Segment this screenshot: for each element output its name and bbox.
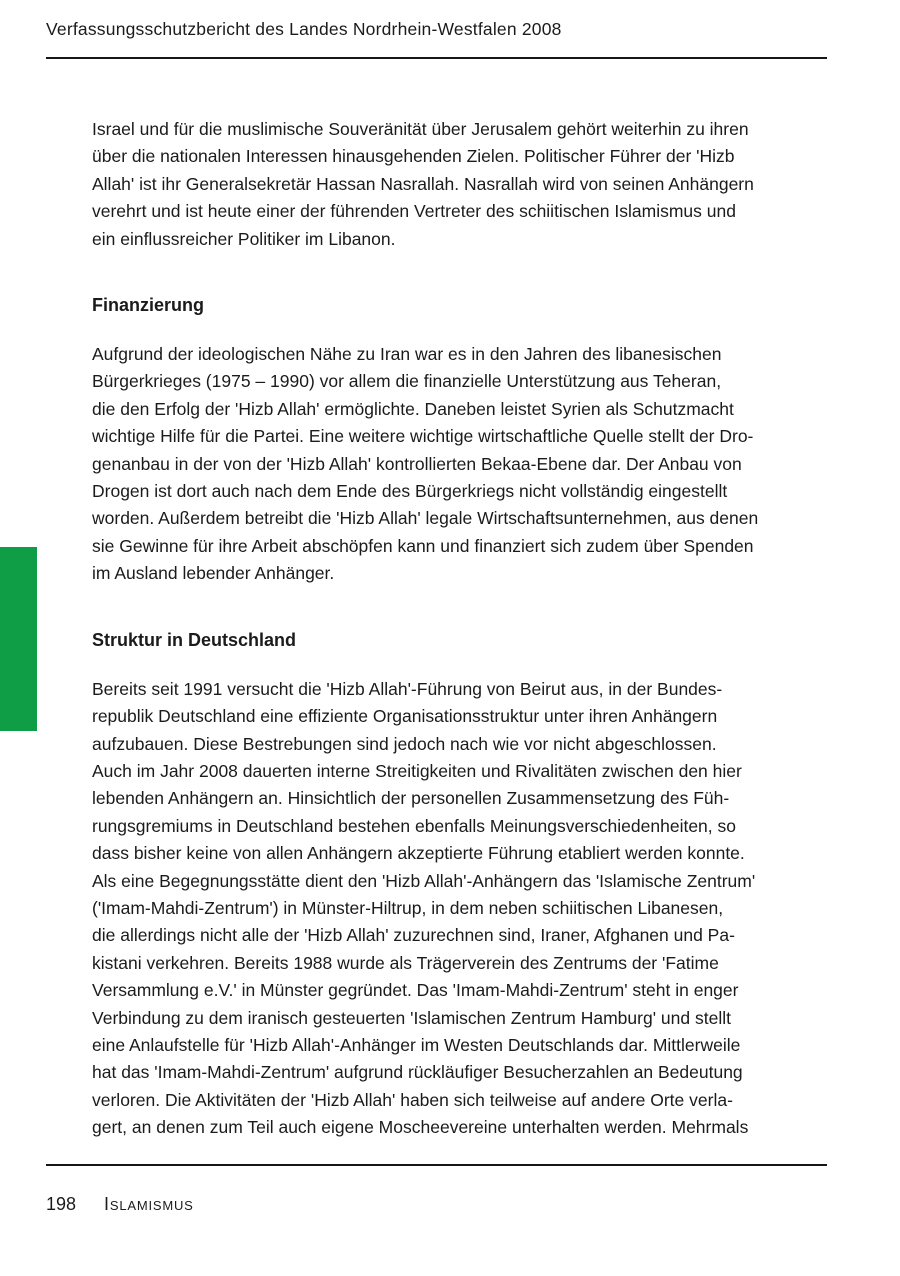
footer-rule xyxy=(46,1164,827,1166)
text-line: dass bisher keine von allen Anhängern akzeptierte Führung etabliert werden konnte. xyxy=(92,843,745,864)
text-line: gert, an denen zum Teil auch eigene Moscheevereine unterhalten werden. Mehrmals xyxy=(92,1117,749,1138)
header-rule xyxy=(46,57,827,59)
page-number: 198 xyxy=(46,1194,77,1214)
body-paragraph xyxy=(92,116,832,253)
text-line: Als eine Begegnungsstätte dient den 'Hizb Allah'-Anhängern das 'Islamische Zentrum' xyxy=(92,870,756,891)
text-line: Drogen ist dort auch nach dem Ende des Bürgerkriegs nicht vollständig eingestellt xyxy=(92,481,728,502)
text-line: Bürgerkrieges (1975 – 1990) vor allem die finanzielle Unterstützung aus Teheran, xyxy=(92,371,722,392)
text-line: Bereits seit 1991 versucht die 'Hizb Allah'-Führung von Beirut aus, in der Bundes- xyxy=(92,678,723,699)
section-heading: Struktur in Deutschland xyxy=(92,629,297,650)
text-line: Aufgrund der ideologischen Nähe zu Iran war es in den Jahren des libanesischen xyxy=(92,344,722,365)
page-content xyxy=(92,116,832,1142)
text-line: Israel und für die muslimische Souveränität über Jerusalem gehört weiterhin zu ihren xyxy=(92,119,749,139)
text-line: Allah' ist ihr Generalsekretär Hassan Nasrallah. Nasrallah wird von seinen Anhängern xyxy=(92,173,754,194)
text-line: hat das 'Imam-Mahdi-Zentrum' aufgrund rückläufiger Besucherzahlen an Bedeutung xyxy=(92,1062,743,1083)
text-line: Verbindung zu dem iranisch gesteuerten 'Islamischen Zentrum Hamburg' und stellt xyxy=(92,1007,731,1028)
text-line: wichtige Hilfe für die Partei. Eine weitere wichtige wirtschaftliche Quelle stellt der Dro- xyxy=(92,426,754,447)
text-line: über die nationalen Interessen hinausgehenden Zielen. Politischer Führer der 'Hizb xyxy=(92,146,735,167)
text-line: die den Erfolg der 'Hizb Allah' ermöglichte. Daneben leistet Syrien als Schutzmacht xyxy=(92,398,734,419)
text-line: im Ausland lebender Anhänger. xyxy=(92,563,335,584)
text-line: verehrt und ist heute einer der führenden Vertreter des schiitischen Islamismus und xyxy=(92,201,736,222)
text-line: ein einflussreicher Politiker im Libanon. xyxy=(92,228,396,249)
footer-section-label: Islamismus xyxy=(104,1194,194,1214)
text-line: worden. Außerdem betreibt die 'Hizb Allah' legale Wirtschaftsunternehmen, aus denen xyxy=(92,508,759,529)
footer-text xyxy=(46,1194,194,1215)
section-marker-bar xyxy=(0,547,37,731)
text-line: kistani verkehren. Bereits 1988 wurde als Trägerverein des Zentrums der 'Fatime xyxy=(92,952,719,973)
text-line: verloren. Die Aktivitäten der 'Hizb Allah' haben sich teilweise auf andere Orte verla- xyxy=(92,1089,733,1110)
text-line: genanbau in der von der 'Hizb Allah' kontrollierten Bekaa-Ebene dar. Der Anbau von xyxy=(92,453,742,474)
text-line: eine Anlaufstelle für 'Hizb Allah'-Anhänger im Westen Deutschlands dar. Mittlerweile xyxy=(92,1034,741,1055)
section-heading: Finanzierung xyxy=(92,295,204,316)
text-line: ('Imam-Mahdi-Zentrum') in Münster-Hiltrup, in dem neben schiitischen Libanesen, xyxy=(92,897,724,918)
text-line: lebenden Anhängern an. Hinsichtlich der personellen Zusammensetzung des Füh- xyxy=(92,788,730,809)
body-paragraph xyxy=(92,341,832,588)
text-line: sie Gewinne für ihre Arbeit abschöpfen kann und finanziert sich zudem über Spenden xyxy=(92,535,754,556)
body-paragraph xyxy=(92,676,832,1142)
text-line: aufzubauen. Diese Bestrebungen sind jedoch nach wie vor nicht abgeschlossen. xyxy=(92,733,717,754)
header-title: Verfassungsschutzbericht des Landes Nordrhein-Westfalen 2008 xyxy=(46,19,562,39)
text-line: Versammlung e.V.' in Münster gegründet. Das 'Imam-Mahdi-Zentrum' steht in enger xyxy=(92,980,739,1001)
text-line: die allerdings nicht alle der 'Hizb Allah' zuzurechnen sind, Iraner, Afghanen und Pa- xyxy=(92,925,735,946)
text-line: Auch im Jahr 2008 dauerten interne Streitigkeiten und Rivalitäten zwischen den hier xyxy=(92,760,742,781)
text-line: rungsgremiums in Deutschland bestehen ebenfalls Meinungsverschiedenheiten, so xyxy=(92,815,736,836)
text-line: republik Deutschland eine effiziente Organisationsstruktur unter ihren Anhängern xyxy=(92,706,718,727)
